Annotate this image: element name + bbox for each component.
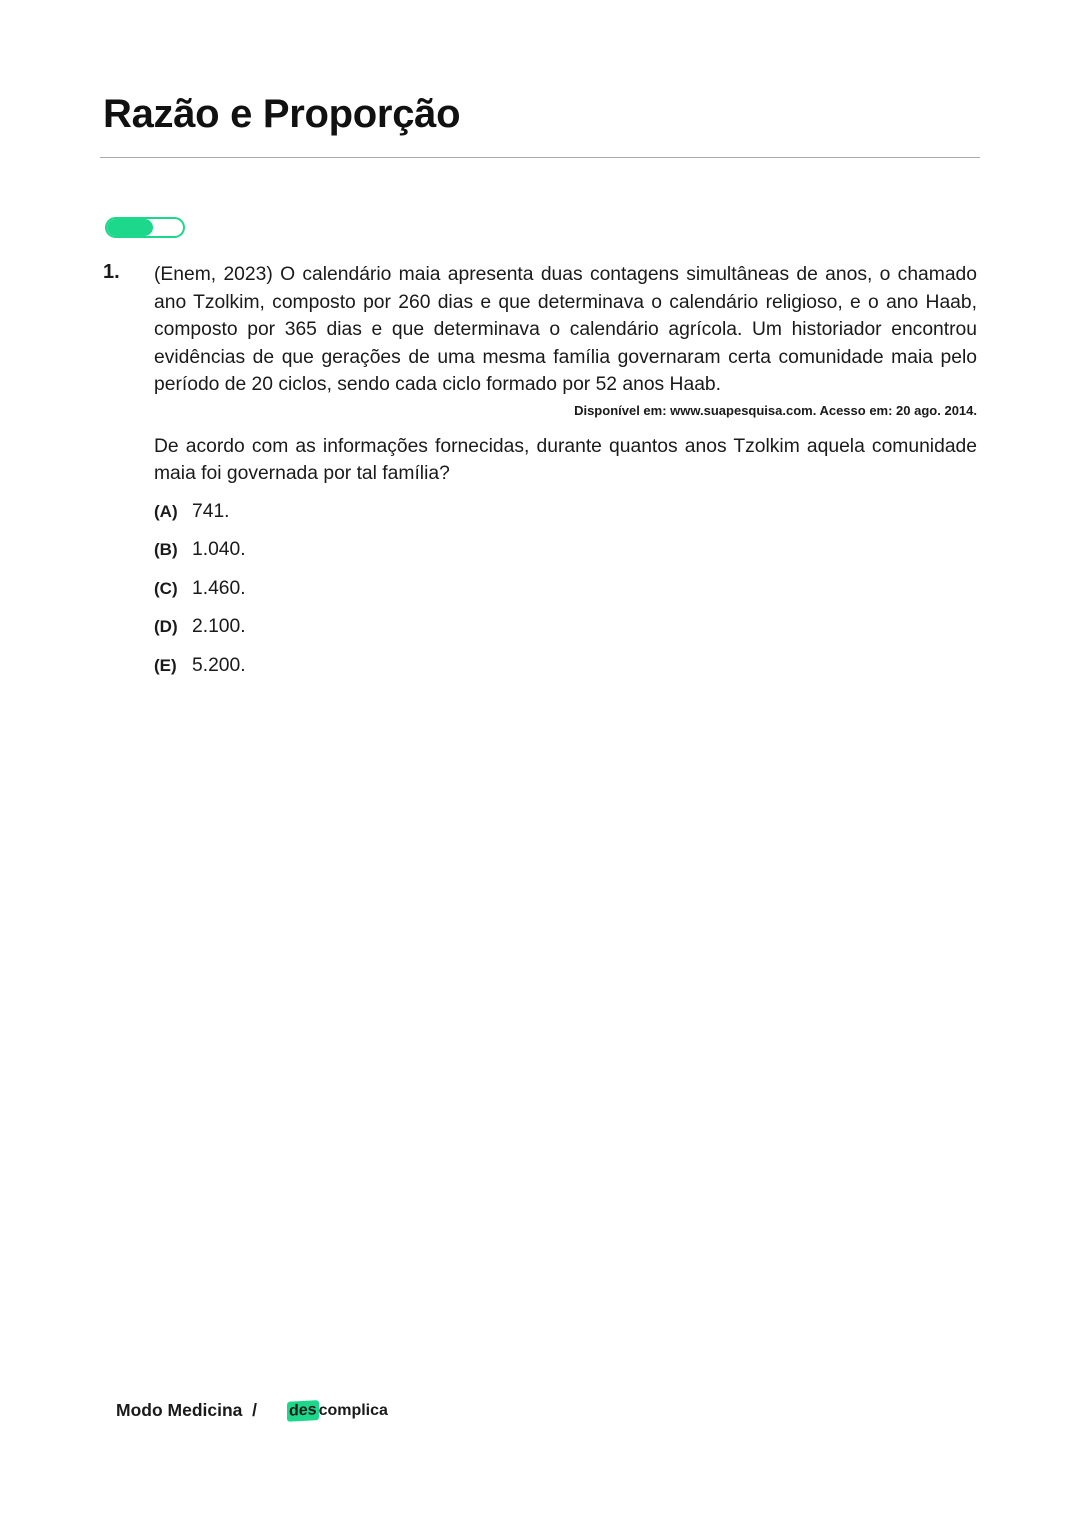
question-number: 1. xyxy=(103,261,120,283)
option-letter: (E) xyxy=(154,655,177,675)
option-text: 5.200. xyxy=(192,654,246,676)
footer-label: Modo Medicina / xyxy=(116,1400,257,1420)
logo-complica: complica xyxy=(318,1401,388,1419)
footer xyxy=(116,1400,388,1421)
title-divider xyxy=(100,157,980,158)
difficulty-fill xyxy=(107,219,153,236)
page-title: Razão e Proporção xyxy=(103,92,461,136)
option-letter: (D) xyxy=(154,617,178,636)
descomplica-logo xyxy=(287,1401,388,1421)
option-e[interactable] xyxy=(154,652,977,691)
option-letter: (A) xyxy=(154,501,178,521)
option-text: 741. xyxy=(192,500,230,522)
option-letter: (B) xyxy=(154,540,178,559)
option-text: 1.040. xyxy=(192,539,246,560)
question-body xyxy=(154,261,977,690)
option-text: 2.100. xyxy=(192,616,246,637)
option-b[interactable] xyxy=(154,536,977,575)
option-letter: (C) xyxy=(154,578,178,598)
question-prompt: De acordo com as informações fornecidas, durante quantos anos Tzolkim aquela comunidade maia foi governada por tal família? xyxy=(154,435,977,484)
option-c[interactable] xyxy=(154,575,977,614)
logo-des: des xyxy=(287,1400,319,1422)
question-source: Disponível em: www.suapesquisa.com. Acesso em: 20 ago. 2014. xyxy=(574,402,977,418)
difficulty-indicator xyxy=(105,217,185,238)
option-a[interactable] xyxy=(154,498,977,537)
option-text: 1.460. xyxy=(192,577,246,599)
option-d[interactable] xyxy=(154,613,977,652)
question-stem: (Enem, 2023) O calendário maia apresenta duas contagens simultâneas de anos, o chamado ano Tzolkim, composto por 260 dias e que determinava o calendário religioso, e o ano Haab, composto por 365 dias e que determinava o calendário agrícola. Um historiador encontrou evidências de que gerações de uma mesma família governaram certa comunidade maia pelo período de 20 ciclos, sendo cada ciclo formado por 52 anos Haab. xyxy=(154,264,977,395)
options-list xyxy=(154,498,977,691)
